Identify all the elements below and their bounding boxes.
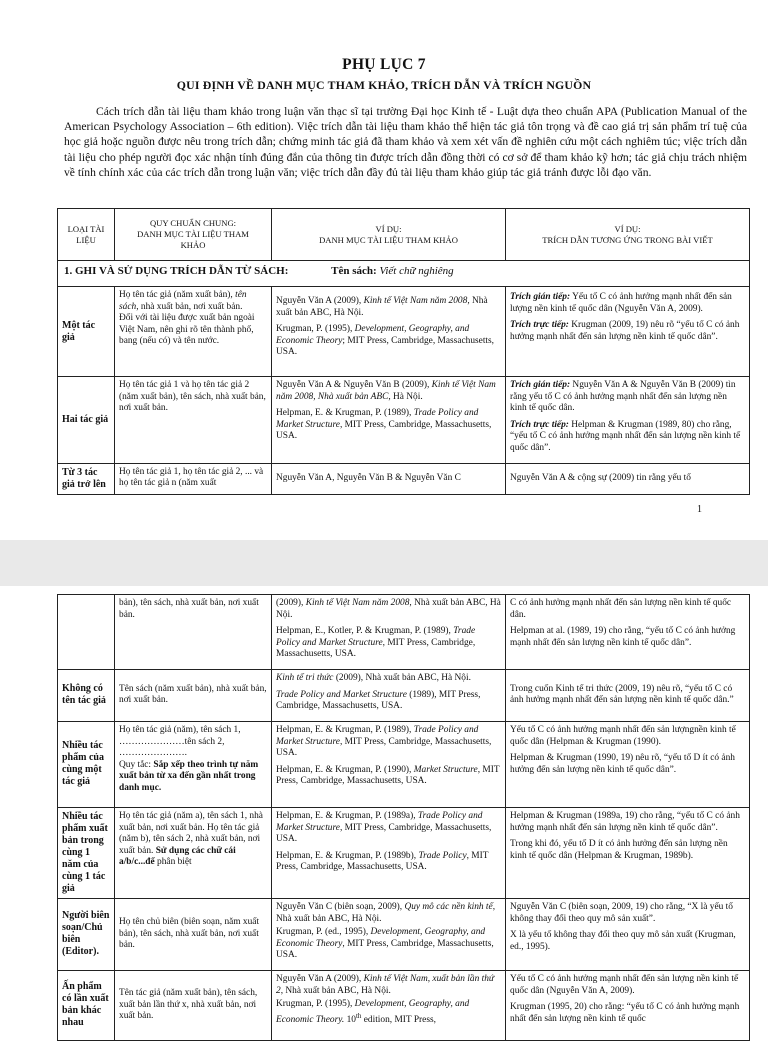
- ref-cell: Nguyễn Văn A & Nguyễn Văn B (2009), Kinh tế Việt Nam năm 2008, Nhà xuất bản ABC, Hà Nội. Helpman, E. & Krugman, P. (1989), Trade Policy and Market Structure, MIT Press, Cambridge, Massachusetts, USA.: [272, 377, 506, 464]
- ref-cell: Nguyễn Văn A (2009), Kinh tế Việt Nam năm 2008, Nhà xuất bản ABC, Hà Nội. Krugman, P. (1995), Development, Geography, and Economic Theory; MIT Press, Cambridge, Massachusetts, USA.: [272, 287, 506, 377]
- ref-cell: (2009), Kinh tế Việt Nam năm 2008, Nhà xuất bản ABC, Hà Nội. Helpman, E., Kotler, P. & Krugman, P. (1989), Trade Policy and Market Structure, MIT Press, Cambridge, Massachusetts, USA.: [272, 595, 506, 670]
- cite-cell: Trong cuốn Kinh tế tri thức (2009, 19) nêu rõ, “yếu tố C có ảnh hưởng mạnh nhất đến sản lượng nền kinh tế quốc dân.”: [506, 669, 750, 721]
- header-cite: VÍ DỤ: TRÍCH DẪN TƯƠNG ỨNG TRONG BÀI VIẾT: [506, 209, 750, 261]
- cite-cell: Trích gián tiếp: Yếu tố C có ảnh hưởng mạnh nhất đến sản lượng nền kinh tế quốc dân (Nguyễn Văn A, 2009). Trích trực tiếp: Krugman (2009, 19) nêu rõ “yếu tố C có ảnh hưởng mạnh nhất đến sản lượng nền kinh tế quốc dân”.: [506, 287, 750, 377]
- appendix-subtitle: QUI ĐỊNH VỀ DANH MỤC THAM KHẢO, TRÍCH DẪN VÀ TRÍCH NGUỒN: [176, 78, 592, 92]
- table-header-row: [58, 209, 750, 261]
- section-heading-row: [58, 261, 750, 287]
- rule-cell: Họ tên chủ biên (biên soạn, năm xuất bản), tên sách, nhà xuất bản, nơi xuất bản.: [115, 898, 272, 970]
- ref-cell: Helpman, E. & Krugman, P. (1989a), Trade Policy and Market Structure, MIT Press, Cambridge, Massachusetts, USA. Helpman, E. & Krugman, P. (1989b), Trade Policy, MIT Press, Cambridge, Massachusetts, USA.: [272, 807, 506, 898]
- table-row: [58, 898, 750, 970]
- type-cell: Ấn phẩm có lần xuất bản khác nhau: [58, 970, 115, 1040]
- header-ref: VÍ DỤ: DANH MỤC TÀI LIỆU THAM KHẢO: [272, 209, 506, 261]
- table-row: [58, 807, 750, 898]
- rule-cell: bản), tên sách, nhà xuất bản, nơi xuất bản.: [115, 595, 272, 670]
- table-row: [58, 287, 750, 377]
- type-cell: Người biên soạn/Chủ biên (Editor).: [58, 898, 115, 970]
- ref-cell: Nguyễn Văn A, Nguyễn Văn B & Nguyễn Văn C: [272, 463, 506, 494]
- rule-cell: Họ tên tác giả (năm xuất bản), tên sách, nhà xuất bản, nơi xuất bản. Đối với tài liệu được xuất bản ngoài Việt Nam, nên ghi rõ tên thành phố, bang (nếu có) và tên nước.: [115, 287, 272, 377]
- cite-cell: Nguyễn Văn A & cộng sự (2009) tin rằng yếu tố: [506, 463, 750, 494]
- cite-cell: Helpman & Krugman (1989a, 19) cho rằng, “yếu tố C có ảnh hưởng mạnh nhất đến sản lượng nền kinh tế quốc dân”. Trong khi đó, yếu tố D ít có ảnh hưởng đến sản lượng nền kinh tế quốc dân (Helpman & Krugman, 1989b).: [506, 807, 750, 898]
- section-heading: 1. GHI VÀ SỬ DỤNG TRÍCH DẪN TỪ SÁCH: Tên sách: Viết chữ nghiêng: [58, 261, 750, 287]
- rule-cell: Tên tác giả (năm xuất bản), tên sách, xuất bản lần thứ x, nhà xuất bản, nơi xuất bản.: [115, 970, 272, 1040]
- ref-cell: Nguyễn Văn A (2009), Kinh tế Việt Nam, xuất bản lần thứ 2, Nhà xuất bản ABC, Hà Nội. Krugman, P. (1995), Development, Geography, and Economic Theory. 10th edition, MIT Press,: [272, 970, 506, 1040]
- cite-cell: Trích gián tiếp: Nguyễn Văn A & Nguyễn Văn B (2009) tìn rằng yếu tố C có ảnh hưởng mạnh nhất đến sản lượng nền kinh tế quốc dân. Trích trực tiếp: Helpman & Krugman (1989, 80) cho rằng, “yếu tố C có ảnh hưởng mạnh nhất đến sản lượng nền kinh tế quốc dân”.: [506, 377, 750, 464]
- table-row: [58, 463, 750, 494]
- ref-cell: Nguyễn Văn C (biên soạn, 2009), Quy mô các nền kinh tế, Nhà xuất bản ABC, Hà Nội. Krugman, P. (ed., 1995), Development, Geography, and Economic Theory, MIT Press, Cambridge, Massachusetts, USA.: [272, 898, 506, 970]
- cite-cell: Nguyễn Văn C (biên soạn, 2009, 19) cho rằng, “X là yếu tố không thay đổi theo quy mô sản xuất”. X là yếu tố không thay đổi theo quy mô sản xuất (Krugman, ed., 1995).: [506, 898, 750, 970]
- header-rule: QUY CHUẨN CHUNG: DANH MỤC TÀI LIỆU THAM KHẢO: [115, 209, 272, 261]
- table-row: [58, 970, 750, 1040]
- rule-cell: Họ tên tác giả 1, họ tên tác giả 2, ... và họ tên tác giả n (năm xuất: [115, 463, 272, 494]
- table-row: [58, 669, 750, 721]
- type-cell: Một tác giả: [58, 287, 115, 377]
- cite-cell: Yếu tố C có ảnh hưởng mạnh nhất đến sản lượng nền kinh tế quốc dân (Nguyễn Văn A, 2009). Krugman (1995, 20) cho rằng: “yếu tố C có ảnh hưởng mạnh nhất đến sản lượng nền kinh tế quốc: [506, 970, 750, 1040]
- page-2: [0, 586, 768, 1029]
- citation-table-page-2: [57, 594, 750, 1041]
- rule-cell: Họ tên tác giả (năm), tên sách 1, …………………tên sách 2, …………………. Quy tắc: Sắp xếp theo trình tự năm xuất bản từ xa đến gần nhất trong danh mục.: [115, 721, 272, 807]
- ref-cell: Kinh tế tri thức (2009), Nhà xuất bản ABC, Hà Nội. Trade Policy and Market Structure (1989), MIT Press, Cambridge, Massachusetts, USA.: [272, 669, 506, 721]
- citation-table-page-1: [57, 208, 750, 495]
- appendix-title: PHỤ LỤC 7: [342, 56, 426, 73]
- type-cell: Nhiều tác phẩm xuất bản trong cùng 1 năm của cùng 1 tác giả: [58, 807, 115, 898]
- table-row: [58, 721, 750, 807]
- type-cell: [58, 595, 115, 670]
- table-row: [58, 377, 750, 464]
- rule-cell: Họ tên tác giả (năm a), tên sách 1, nhà xuất bản, nơi xuất bản. Họ tên tác giả (năm b), tên sách 2, nhà xuất bản, nơi xuất bản. Sử dụng các chữ cái a/b/c...để phân biệt: [115, 807, 272, 898]
- rule-cell: Họ tên tác giả 1 và họ tên tác giả 2 (năm xuất bản), tên sách, nhà xuất bản, nơi xuất bản.: [115, 377, 272, 464]
- cite-cell: Yếu tố C có ảnh hưởng mạnh nhất đến sản lượngnền kinh tế quốc dân (Helpman & Krugman (1990). Helpman & Krugman (1990, 19) nêu rõ, “yếu tố D ít có ảnh hưởng đến sản lượng nền kinh tế quốc dân”.: [506, 721, 750, 807]
- header-type: LOẠI TÀI LIỆU: [58, 209, 115, 261]
- rule-cell: Tên sách (năm xuất bản), nhà xuất bản, nơi xuất bản.: [115, 669, 272, 721]
- page-gap: [0, 540, 768, 586]
- intro-paragraph: Cách trích dẫn tài liệu tham khảo trong luận văn thạc sĩ tại trường Đại học Kinh tế - Luật dựa theo chuẩn APA (Publication Manual of the American Psychology Association – 6th edition). Việc trích dẫn tài liệu tham khảo thể hiện tác giả tôn trọng và đề cao giá trị sản phẩm trí tuệ của học giả hoặc nguồn được nêu trong trích dẫn; chứng minh tác giả đã tham khảo và xem xét vấn đề nghiên cứu một cách nghiêm túc; việc trích dẫn tài liệu cho phép người đọc xác nhận tính đúng đắn của thông tin được trích dẫn đồng thời có cơ sở để tham khảo kỹ hơn; tác giả chịu trách nhiệm về tính chính xác của các trích dẫn trong luận văn; việc trích dẫn đầy đủ tài liệu tham khảo giúp tác giả tránh được lỗi đạo văn.: [64, 105, 747, 179]
- page-number: 1: [697, 504, 702, 515]
- cite-cell: C có ảnh hưởng mạnh nhất đến sản lượng nền kinh tế quốc dân. Helpman at al. (1989, 19) cho rằng, “yếu tố C có ảnh hưởng mạnh nhất đến sản lượng nền kinh tế quốc dân”.: [506, 595, 750, 670]
- type-cell: Không có tên tác giả: [58, 669, 115, 721]
- ref-cell: Helpman, E. & Krugman, P. (1989), Trade Policy and Market Structure, MIT Press, Cambridge, Massachusetts, USA. Helpman, E. & Krugman, P. (1990), Market Structure, MIT Press, Cambridge, Massachusetts, USA.: [272, 721, 506, 807]
- type-cell: Nhiều tác phẩm của cùng một tác giả: [58, 721, 115, 807]
- table-row: [58, 595, 750, 670]
- type-cell: Hai tác giả: [58, 377, 115, 464]
- type-cell: Từ 3 tác giả trở lên: [58, 463, 115, 494]
